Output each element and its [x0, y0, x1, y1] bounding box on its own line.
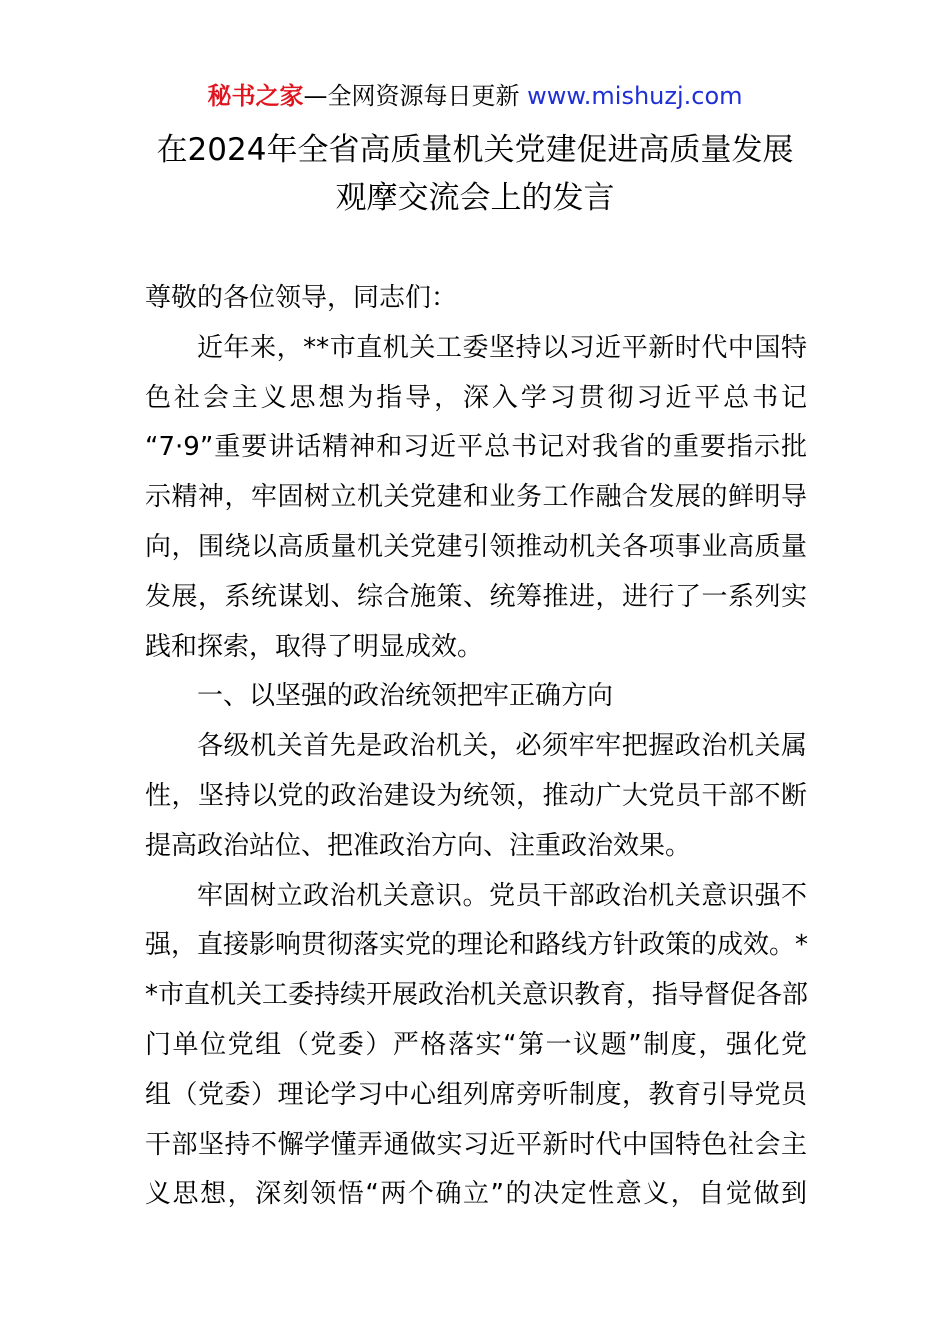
text-line: *市直机关工委持续开展政治机关意识教育，指导督促各部: [145, 980, 809, 1011]
text-line: 强，直接影响贯彻落实党的理论和路线方针政策的成效。*: [145, 930, 809, 961]
paragraph-intro: [145, 324, 807, 673]
text-line: “7·9”重要讲话精神和习近平总书记对我省的重要指示批: [145, 432, 807, 463]
text-line: 性，坚持以党的政治建设为统领，推动广大党员干部不断: [145, 780, 807, 811]
text-line: 近年来，**市直机关工委坚持以习近平新时代中国特: [197, 332, 807, 363]
text-line: 提高政治站位、把准政治方向、注重政治效果。: [145, 830, 692, 861]
title-line-1: 在2024年全省高质量机关党建促进高质量发展: [156, 132, 794, 168]
text-line: 组（党委）理论学习中心组列席旁听制度，教育引导党员: [145, 1079, 807, 1110]
salutation: 尊敬的各位领导，同志们：: [145, 283, 458, 313]
document-title: [0, 126, 950, 222]
section-heading: [145, 672, 807, 722]
text-line: 干部坚持不懈学懂弄通做实习近平新时代中国特色社会主: [145, 1129, 807, 1160]
text-line: 义思想，深刻领悟“两个确立”的决定性意义，自觉做到: [145, 1179, 807, 1210]
site-header: [0, 80, 950, 112]
text-line: 示精神，牢固树立机关党建和业务工作融合发展的鲜明导: [145, 482, 807, 513]
text-line: 牢固树立政治机关意识。党员干部政治机关意识强不: [197, 880, 807, 911]
paragraph-awareness: [145, 872, 807, 1221]
site-tagline: —全网资源每日更新: [303, 82, 520, 110]
text-line: 践和探索，取得了明显成效。: [145, 631, 484, 662]
site-url-link[interactable]: www.mishuzj.com: [527, 82, 743, 110]
text-line: 发展，系统谋划、综合施策、统筹推进，进行了一系列实: [145, 581, 807, 612]
text-line: 门单位党组（党委）严格落实“第一议题”制度，强化党: [145, 1029, 807, 1060]
paragraph-political-organ: [145, 722, 807, 871]
title-line-2: 观摩交流会上的发言: [335, 180, 615, 216]
text-line: 向，围绕以高质量机关党建引领推动机关各项事业高质量: [145, 531, 807, 562]
text-line: 各级机关首先是政治机关，必须牢牢把握政治机关属: [197, 731, 807, 762]
document-body: [145, 274, 807, 1220]
heading-line: 一、以坚强的政治统领把牢正确方向: [197, 681, 614, 712]
text-line: 色社会主义思想为指导，深入学习贯彻习近平总书记: [145, 382, 807, 413]
site-brand: 秘书之家: [207, 82, 304, 110]
